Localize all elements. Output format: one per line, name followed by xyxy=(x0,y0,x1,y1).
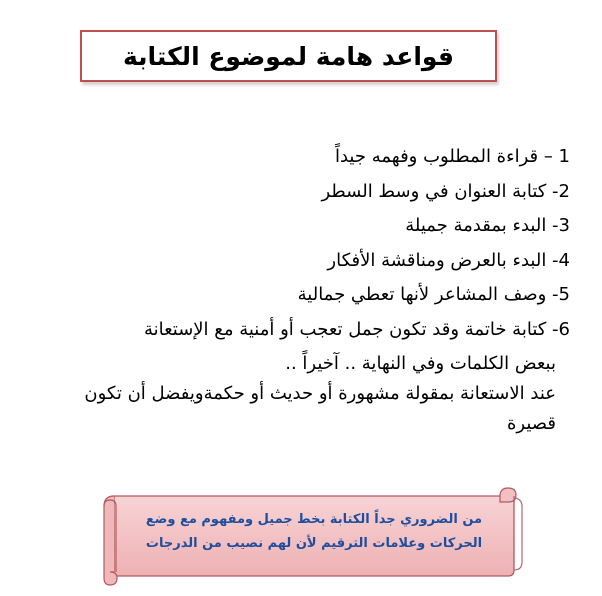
rule-item-5: 5- وصف المشاعر لأنها تعطي جمالية xyxy=(297,284,570,305)
rule-6-continuation xyxy=(20,349,556,439)
note-line-1: من الضروري جداً الكتابة بخط جميل ومفهوم مع وضع xyxy=(145,512,483,527)
page-title: قواعد هامة لموضوع الكتابة xyxy=(123,41,454,71)
rule-item-2: 2- كتابة العنوان في وسط السطر xyxy=(321,180,570,202)
rules-list xyxy=(20,140,570,347)
note-scroll xyxy=(96,486,528,586)
title-box xyxy=(80,30,497,82)
rule-item-3: 3- البدء بمقدمة جميلة xyxy=(405,215,570,236)
note-line-2: الحركات وعلامات الترقيم لأن لهم نصيب من الدرجات xyxy=(145,536,483,551)
note-text xyxy=(130,508,498,556)
continuation-line-1: ببعض الكلمات وفي النهاية .. آخيراً .. xyxy=(285,353,556,374)
rule-item-1: 1 – قراءة المطلوب وفهمه جيداً xyxy=(334,146,570,167)
continuation-line-2: عند الاستعانة بمقولة مشهورة أو حديث أو حكمةويفضل أن تكون xyxy=(84,383,556,404)
continuation-line-3: قصيرة xyxy=(506,413,556,434)
rule-item-4: 4- البدء بالعرض ومناقشة الأفكار xyxy=(327,249,570,271)
rule-item-6: 6- كتابة خاتمة وقد تكون جمل تعجب أو أمنية مع الإستعانة xyxy=(143,318,570,340)
